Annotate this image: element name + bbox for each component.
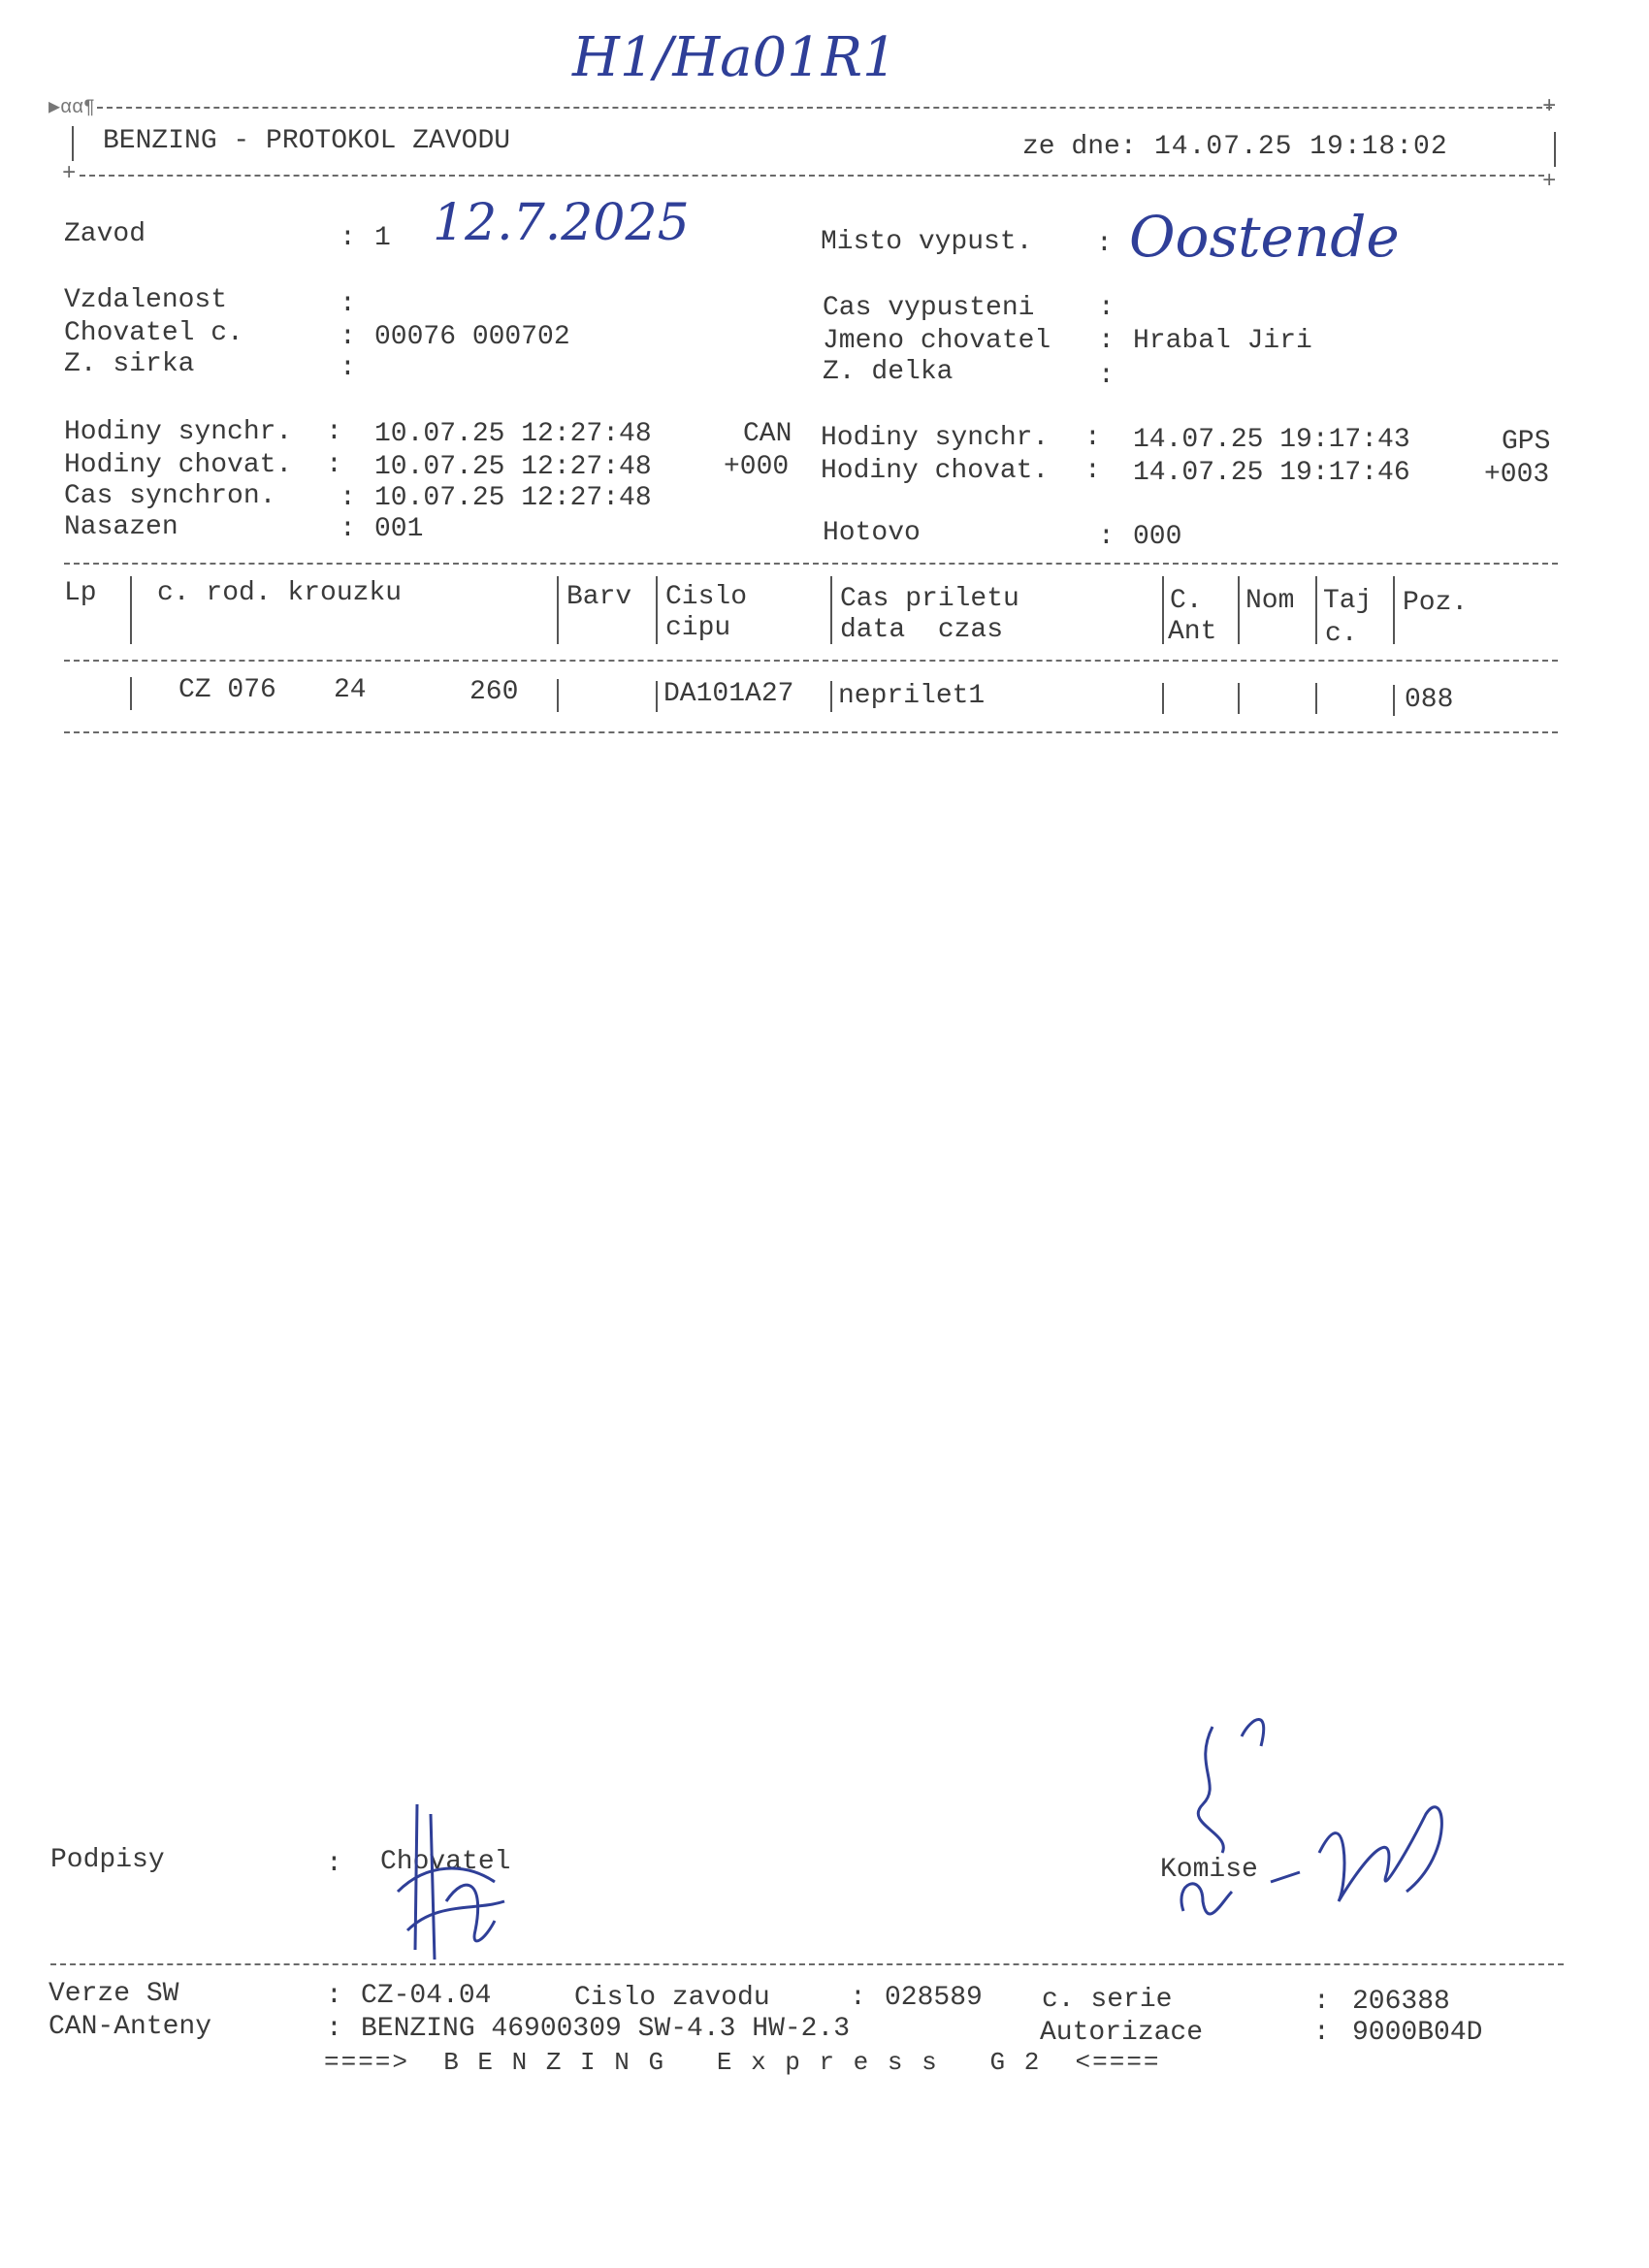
table-header-cas-1: Cas priletu <box>840 584 1019 614</box>
right-hodiny-synchr-colon: : <box>1084 423 1101 453</box>
header-top-corner: + <box>1542 94 1557 120</box>
cas-synchron-value: 10.07.25 12:27:48 <box>374 483 652 513</box>
zsirka-label: Z. sirka <box>64 349 195 379</box>
table-cell-ring-year: 24 <box>334 675 367 705</box>
verze-sw-label: Verze SW <box>48 1979 179 2009</box>
header-left-border <box>72 126 74 161</box>
document-title: BENZING - PROTOKOL ZAVODU <box>103 126 511 156</box>
corner-mark: ▶αα¶ <box>48 97 96 119</box>
autorizace-colon: : <box>1313 2018 1330 2048</box>
zavod-label: Zavod <box>64 219 146 249</box>
jmeno-chovatel-label: Jmeno chovatel <box>823 326 1051 356</box>
table-header-ant-1: C. <box>1170 586 1203 616</box>
table-header-bottom-border <box>64 660 1558 662</box>
table-header-poz: Poz. <box>1403 588 1469 618</box>
right-hodiny-chovat-label: Hodiny chovat. <box>821 456 1050 486</box>
row-divider-2 <box>557 679 559 712</box>
left-hodiny-synchr-colon: : <box>326 417 342 447</box>
header-date-label: ze dne: <box>1022 132 1137 162</box>
zdelka-colon: : <box>1098 361 1115 391</box>
table-bottom-border <box>64 731 1558 733</box>
podpisy-colon: : <box>326 1849 342 1879</box>
table-divider-5 <box>1162 576 1164 644</box>
komise-signature-label: Komise <box>1160 1855 1258 1885</box>
header-date-value: 14.07.25 19:18:02 <box>1154 132 1448 162</box>
header-bottom-border <box>80 175 1544 177</box>
table-cell-arrival: neprilet1 <box>838 681 986 711</box>
row-divider-4 <box>830 681 832 712</box>
handwritten-top-code: H1/Ha01R1 <box>572 26 897 89</box>
row-divider-1 <box>130 677 132 710</box>
handwritten-race-date: 12.7.2025 <box>433 194 690 252</box>
zavod-value: 1 <box>374 223 391 253</box>
cas-vypusteni-colon: : <box>1098 293 1115 323</box>
table-header-barv: Barv <box>566 582 632 612</box>
right-hodiny-chovat-colon: : <box>1084 456 1101 486</box>
table-divider-2 <box>557 576 559 644</box>
right-hodiny-chovat-value: 14.07.25 19:17:46 <box>1133 458 1410 488</box>
autorizace-value: 9000B04D <box>1352 2018 1483 2048</box>
chovatel-label: Chovatel c. <box>64 318 243 348</box>
row-divider-3 <box>656 681 658 712</box>
footer-top-border <box>50 1963 1564 1965</box>
table-cell-chip: DA101A27 <box>663 679 794 709</box>
can-anteny-value: BENZING 46900309 SW-4.3 HW-2.3 <box>361 2014 851 2044</box>
left-hodiny-chovat-colon: : <box>326 450 342 480</box>
jmeno-chovatel-colon: : <box>1098 326 1115 356</box>
jmeno-chovatel-value: Hrabal Jiri <box>1133 326 1312 356</box>
zsirka-colon: : <box>340 353 356 383</box>
right-hodiny-synchr-value: 14.07.25 19:17:43 <box>1133 425 1410 455</box>
table-header-lp: Lp <box>64 578 97 608</box>
can-anteny-colon: : <box>326 2014 342 2044</box>
misto-vypust-label: Misto vypust. <box>821 227 1033 257</box>
benzing-express-banner: ====> B E N Z I N G E x p r e s s G 2 <==== <box>324 2048 1161 2077</box>
cislo-zavodu-colon: : <box>850 1983 866 2013</box>
vzdalenost-colon: : <box>340 289 356 319</box>
verze-sw-colon: : <box>326 1981 342 2011</box>
right-hodiny-synchr-suffix: GPS <box>1502 427 1551 457</box>
left-hodiny-chovat-suffix: +000 <box>724 452 790 482</box>
podpisy-label: Podpisy <box>50 1845 165 1875</box>
nasazen-colon: : <box>340 514 356 544</box>
table-header-taj-2: c. <box>1325 619 1358 649</box>
misto-vypust-colon: : <box>1096 229 1113 259</box>
table-header-cislo-1: Cislo <box>665 582 748 612</box>
left-hodiny-synchr-value: 10.07.25 12:27:48 <box>374 419 652 449</box>
hotovo-value: 000 <box>1133 522 1182 552</box>
zavod-colon: : <box>340 223 356 253</box>
table-cell-ring-country: CZ 076 <box>178 675 276 705</box>
left-hodiny-synchr-label: Hodiny synchr. <box>64 417 293 447</box>
chovatel-signature-label: Chovatel <box>380 1847 511 1877</box>
table-header-nom: Nom <box>1245 586 1295 616</box>
table-divider-7 <box>1315 576 1317 644</box>
zdelka-label: Z. delka <box>823 357 954 387</box>
table-divider-1 <box>130 576 132 644</box>
chovatel-colon: : <box>340 322 356 352</box>
cislo-zavodu-value: 028589 <box>885 1983 983 2013</box>
serie-colon: : <box>1313 1987 1330 2017</box>
table-header-krouzek: c. rod. krouzku <box>157 578 403 608</box>
left-hodiny-chovat-label: Hodiny chovat. <box>64 450 293 480</box>
cas-synchron-colon: : <box>340 483 356 513</box>
serie-value: 206388 <box>1352 1987 1450 2017</box>
row-divider-7 <box>1315 683 1317 714</box>
table-cell-ring-number: 260 <box>469 677 519 707</box>
breeder-signature <box>388 1785 543 1979</box>
table-divider-8 <box>1393 576 1395 644</box>
cas-synchron-label: Cas synchron. <box>64 481 276 511</box>
nasazen-label: Nasazen <box>64 512 178 542</box>
verze-sw-value: CZ-04.04 <box>361 1981 492 2011</box>
hotovo-label: Hotovo <box>823 518 921 548</box>
commission-signature <box>1116 1707 1484 1960</box>
header-bottom-corner-right: + <box>1542 169 1557 195</box>
right-hodiny-chovat-suffix: +003 <box>1484 460 1550 490</box>
cas-vypusteni-label: Cas vypusteni <box>823 293 1035 323</box>
table-cell-poz: 088 <box>1405 685 1454 715</box>
left-hodiny-chovat-value: 10.07.25 12:27:48 <box>374 452 652 482</box>
autorizace-label: Autorizace <box>1040 2018 1204 2048</box>
table-header-cas-2: data czas <box>840 615 1004 645</box>
left-hodiny-synchr-suffix: CAN <box>743 419 792 449</box>
right-hodiny-synchr-label: Hodiny synchr. <box>821 423 1050 453</box>
nasazen-value: 001 <box>374 514 424 544</box>
serie-label: c. serie <box>1042 1985 1173 2015</box>
hotovo-colon: : <box>1098 522 1115 552</box>
table-divider-3 <box>656 576 658 644</box>
cislo-zavodu-label: Cislo zavodu <box>574 1983 770 2013</box>
header-bottom-corner-left: + <box>62 161 77 187</box>
table-header-ant-2: Ant <box>1168 617 1217 647</box>
header-top-border <box>97 107 1552 109</box>
vzdalenost-label: Vzdalenost <box>64 285 228 315</box>
table-header-taj-1: Taj <box>1323 586 1373 616</box>
chovatel-value: 00076 000702 <box>374 322 570 352</box>
handwritten-release-place: Oostende <box>1129 204 1400 270</box>
table-header-cislo-2: cipu <box>665 613 731 643</box>
can-anteny-label: CAN-Anteny <box>48 2012 212 2042</box>
table-divider-4 <box>830 576 832 644</box>
header-right-border <box>1554 132 1556 167</box>
row-divider-8 <box>1393 685 1395 716</box>
row-divider-5 <box>1162 683 1164 714</box>
table-top-border <box>64 563 1558 565</box>
row-divider-6 <box>1238 683 1240 714</box>
table-divider-6 <box>1238 576 1240 644</box>
